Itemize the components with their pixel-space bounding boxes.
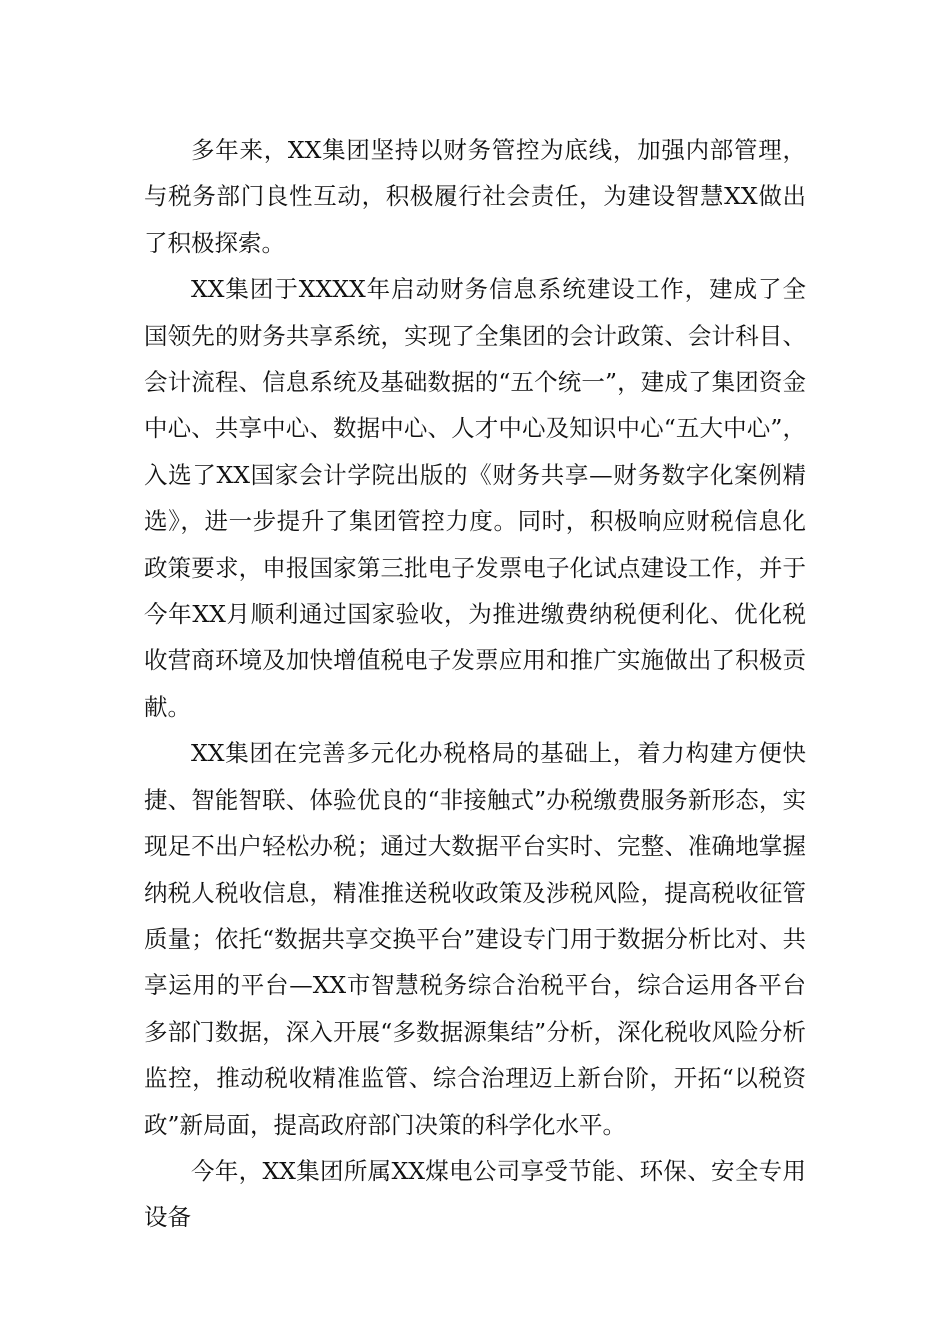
paragraph-2: XX集团于XXXX年启动财务信息系统建设工作，建成了全国领先的财务共享系统，实现了全集团的会计政策、会计科目、会计流程、信息系统及基础数据的“五个统一”，建成了集团资金中心、共享中心、数据中心、人才中心及知识中心“五大中心”，入选了XX国家会计学院出版的《财务共享—财务数字化案例精选》，进一步提升了集团管控力度。同时，积极响应财税信息化政策要求，申报国家第三批电子发票电子化试点建设工作，并于今年XX月顺利通过国家验收，为推进缴费纳税便利化、优化税收营商环境及加快增值税电子发票应用和推广实施做出了积极贡献。 [144,275,806,721]
document-body [144,127,806,1241]
paragraph-1: 多年来，XX集团坚持以财务管控为底线，加强内部管理，与税务部门良性互动，积极履行社会责任，为建设智慧XX做出了积极探索。 [144,136,806,257]
paragraph-3: XX集团在完善多元化办税格局的基础上，着力构建方便快捷、智能智联、体验优良的“非接触式”办税缴费服务新形态，实现足不出户轻松办税；通过大数据平台实时、完整、准确地掌握纳税人税收信息，精准推送税收政策及涉税风险，提高税收征管质量；依托“数据共享交换平台”建设专门用于数据分析比对、共享运用的平台—XX市智慧税务综合治税平台，综合运用各平台多部门数据，深入开展“多数据源集结”分析，深化税收风险分析监控，推动税收精准监管、综合治理迈上新台阶，开拓“以税资政”新局面，提高政府部门决策的科学化水平。 [144,739,806,1139]
paragraph-4: 今年，XX集团所属XX煤电公司享受节能、环保、安全专用设备 [144,1156,806,1232]
